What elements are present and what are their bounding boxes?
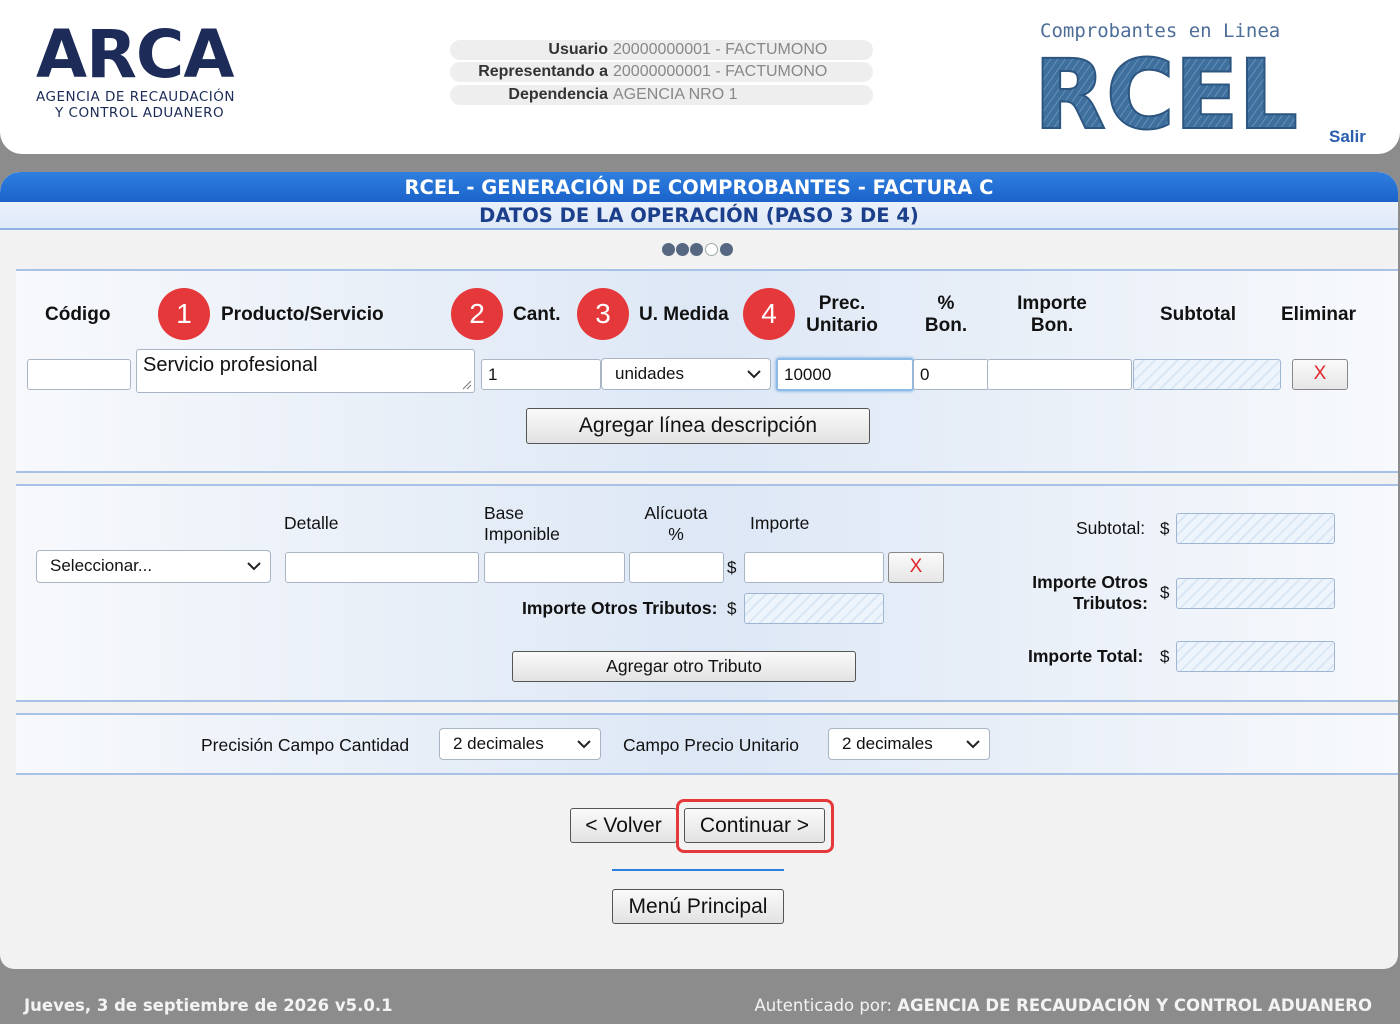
step-dot-3 — [690, 243, 703, 256]
auth-prefix: Autenticado por: — [754, 996, 893, 1015]
main-panel — [0, 172, 1398, 969]
dependency-info-row — [450, 85, 873, 105]
logo-word: ARCA — [36, 16, 234, 93]
importe-total-label: Importe Total: — [1028, 646, 1144, 666]
header-subtotal: Subtotal — [1160, 304, 1236, 325]
rcel-logo-box — [1030, 16, 1310, 142]
logo-subtitle-line2: Y CONTROL ADUANERO — [55, 105, 225, 121]
header-impbon-line1: Importe — [1017, 293, 1087, 314]
codigo-input[interactable] — [27, 359, 131, 390]
bonificacion-input[interactable]: 0 — [913, 359, 989, 390]
producto-value: Servicio profesional — [143, 354, 318, 376]
header-precio-unitario — [792, 293, 892, 337]
resize-handle-icon[interactable] — [462, 380, 472, 390]
detalle-input[interactable] — [285, 552, 479, 583]
importe-otros-tributos-label — [1018, 572, 1148, 614]
header-importe-bonificacion — [1002, 293, 1102, 337]
precision-cantidad-select[interactable] — [439, 728, 601, 760]
tributo-select[interactable] — [36, 550, 271, 583]
currency-symbol: $ — [1160, 519, 1170, 538]
step-dot-2 — [676, 243, 689, 256]
unidad-medida-select[interactable] — [601, 358, 771, 390]
currency-symbol: $ — [727, 558, 737, 577]
dependency-value: AGENCIA NRO 1 — [613, 86, 738, 103]
user-value: 20000000001 - FACTUMONO — [613, 41, 828, 58]
currency-symbol: $ — [1160, 647, 1170, 666]
title-bar — [0, 172, 1398, 202]
auth-name: AGENCIA DE RECAUDACIÓN Y CONTROL ADUANERO — [897, 996, 1372, 1015]
subtotal-total-output — [1176, 513, 1335, 544]
base-line2: Imponible — [484, 524, 560, 544]
precision-section — [16, 713, 1398, 775]
marker-4: 4 — [743, 288, 795, 340]
delete-tributo-button[interactable]: X — [888, 552, 944, 583]
currency-symbol: $ — [727, 599, 737, 618]
tributos-section — [16, 484, 1398, 702]
marker-1: 1 — [158, 288, 210, 340]
subtotal-label: Subtotal: — [1076, 518, 1146, 538]
chevron-down-icon — [246, 558, 262, 574]
otros-tributos-output — [744, 593, 884, 624]
rcel-logo — [1030, 46, 1305, 138]
dependency-label: Dependencia — [508, 86, 608, 103]
header-impbon-line2: Bon. — [1030, 315, 1074, 336]
header-codigo: Código — [45, 304, 111, 325]
importe-bonificacion-input[interactable] — [987, 359, 1132, 390]
header-precio-line2: Unitario — [806, 315, 878, 336]
representing-info-row — [450, 62, 873, 82]
logo-subtitle-line1: AGENCIA DE RECAUDACIÓN — [36, 89, 235, 105]
add-tributo-button[interactable]: Agregar otro Tributo — [512, 651, 856, 682]
header-detalle: Detalle — [284, 513, 339, 533]
rcel-caption: Comprobantes en Linea — [1040, 20, 1281, 42]
unidad-medida-value: unidades — [615, 364, 685, 383]
delete-item-button[interactable]: X — [1292, 359, 1348, 390]
chevron-down-icon — [965, 736, 981, 752]
precision-precio-value: 2 decimales — [842, 734, 933, 753]
representing-value: 20000000001 - FACTUMONO — [613, 63, 828, 80]
tributo-select-value: Seleccionar... — [50, 556, 153, 575]
page-subtitle: DATOS DE LA OPERACIÓN (PASO 3 DE 4) — [479, 204, 919, 227]
user-info-row — [450, 40, 873, 60]
header-eliminar: Eliminar — [1281, 304, 1356, 325]
logout-link[interactable]: Salir — [1329, 127, 1366, 146]
header-base-imponible — [484, 503, 560, 545]
header-importe: Importe — [750, 513, 810, 533]
step-dot-5 — [720, 243, 733, 256]
chevron-down-icon — [746, 366, 762, 382]
footer-date: Jueves, 3 de septiembre de 2026 v5.0.1 — [24, 996, 393, 1015]
items-section — [16, 269, 1398, 473]
currency-symbol: $ — [1160, 583, 1170, 602]
step-dot-1 — [662, 243, 675, 256]
precision-precio-select[interactable] — [828, 728, 990, 760]
page-header — [0, 0, 1400, 154]
header-alicuota — [631, 503, 721, 545]
header-cantidad: Cant. — [513, 304, 561, 325]
subtotal-output — [1133, 359, 1281, 390]
arca-logo — [36, 16, 258, 122]
precision-cantidad-label: Precisión Campo Cantidad — [201, 735, 410, 755]
header-bonificacion — [916, 293, 976, 337]
header-precio-line1: Prec. — [818, 293, 866, 314]
marker-3: 3 — [577, 288, 629, 340]
header-producto: Producto/Servicio — [221, 304, 384, 325]
otros-tributos-label: Importe Otros Tributos: — [522, 598, 718, 618]
add-description-line-button[interactable]: Agregar línea descripción — [526, 408, 870, 444]
divider — [612, 869, 784, 871]
otros-line2: Tributos: — [1073, 593, 1148, 613]
page-title: RCEL - GENERACIÓN DE COMPROBANTES - FACTURA C — [404, 176, 994, 199]
base-line1: Base — [484, 503, 524, 523]
step-dot-4 — [705, 243, 718, 256]
subtitle-bar — [0, 202, 1398, 230]
cantidad-input[interactable]: 1 — [481, 359, 601, 390]
precio-unitario-input[interactable]: 10000 — [776, 358, 914, 391]
otros-line1: Importe Otros — [1032, 572, 1148, 592]
header-unidad-medida: U. Medida — [639, 304, 729, 325]
user-label: Usuario — [548, 41, 608, 58]
base-imponible-input[interactable] — [484, 552, 625, 583]
back-button[interactable]: < Volver — [570, 808, 677, 843]
rcel-logo-text: RCEL — [1034, 46, 1298, 138]
representing-label: Representando a — [478, 63, 608, 80]
importe-total-output — [1176, 641, 1335, 672]
alicuota-input[interactable] — [629, 552, 724, 583]
producto-textarea[interactable] — [136, 349, 475, 393]
header-bon-line2: Bon. — [924, 315, 968, 336]
continue-button[interactable]: Continuar > — [684, 808, 825, 843]
importe-otros-tributos-output — [1176, 578, 1335, 609]
alicuota-line1: Alícuota — [644, 503, 708, 523]
chevron-down-icon — [576, 736, 592, 752]
header-bon-line1: % — [937, 293, 955, 314]
alicuota-line2: % — [668, 524, 684, 544]
footer-auth — [755, 996, 1372, 1015]
importe-tributo-input[interactable] — [744, 552, 884, 583]
precision-precio-label: Campo Precio Unitario — [623, 735, 800, 755]
precision-cantidad-value: 2 decimales — [453, 734, 544, 753]
marker-2: 2 — [451, 288, 503, 340]
main-menu-button[interactable]: Menú Principal — [612, 889, 784, 924]
